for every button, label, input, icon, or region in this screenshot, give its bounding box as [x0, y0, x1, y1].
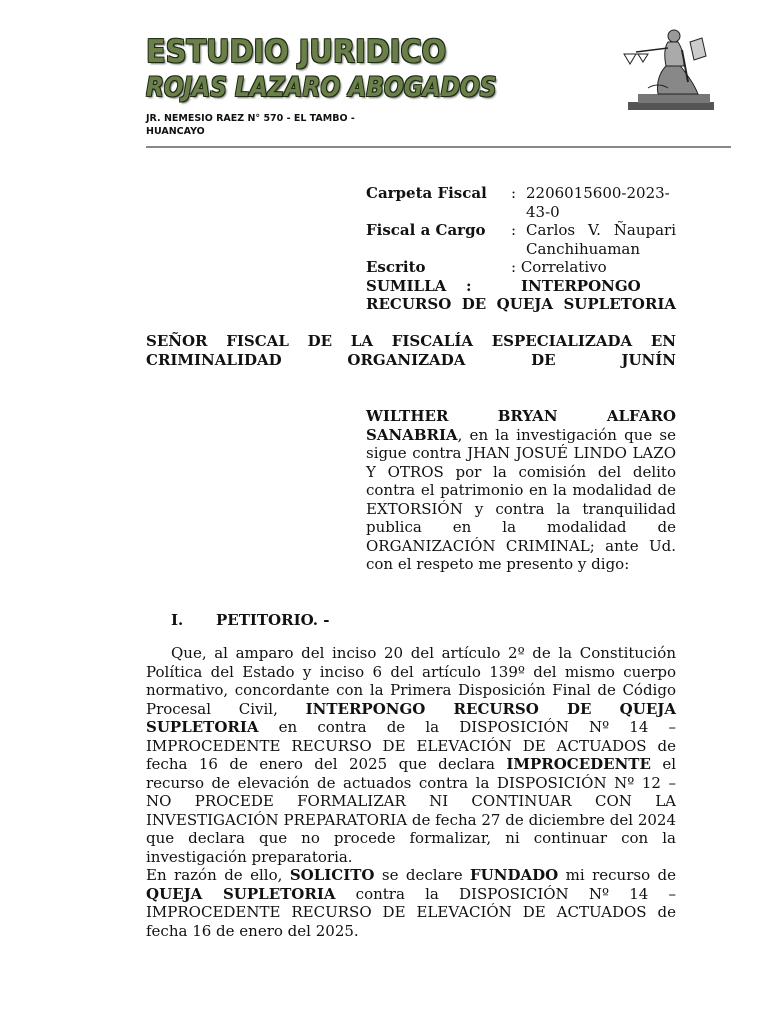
header-divider	[146, 146, 731, 148]
intro-text: , en la investigación que se sigue contra JHAN JOSUÉ LINDO LAZO Y OTROS por la comisión del delito contra el patrimonio en la modalidad de EXTORSIÓN y contra la tranquilidad publica en la modalidad de ORGANIZACIÓN CRIMINAL; ante Ud. con el respeto me presento y digo:	[366, 425, 676, 573]
firm-name-line2: ROJAS LAZARO ABOGADOS	[146, 72, 497, 103]
fiscal-a-cargo-row: Fiscal a Cargo :	[366, 221, 517, 239]
fiscal-a-cargo-label: Fiscal a Cargo	[366, 221, 486, 239]
escrito-row: Escrito : Correlativo	[366, 258, 607, 276]
request-paragraph: En razón de ello, SOLICITO se declare FUNDADO mi recurso de QUEJA SUPLETORIA contra la DISPOSICIÓN Nº 14 – IMPROCEDENTE RECURSO DE ELEVACIÓN DE ACTUADOS de fecha 16 de enero del 2025.	[146, 866, 677, 940]
petitorio-paragraph: Que, al amparo del inciso 20 del artículo 2º de la Constitución Política del Estado y inciso 6 del artículo 139º del mismo cuerpo normativo, concordante con la Primera Disposición Final de Código Procesal Civil, INTERPONGO RECURSO DE QUEJA SUPLETORIA en contra de la DISPOSICIÓN Nº 14 – IMPROCEDENTE RECURSO DE ELEVACIÓN DE ACTUADOS de fecha 16 de enero del 2025 que declara IMPROCEDENTE el recurso de elevación de actuados contra la DISPOSICIÓN Nº 12 – NO PROCEDE FORMALIZAR NI CONTINUAR CON LA INVESTIGACIÓN PREPARATORIA de fecha 27 de diciembre del 2024 que declara que no procede formalizar, ni continuar con la investigación preparatoria.	[146, 644, 676, 866]
lady-justice-icon	[618, 22, 718, 112]
section-number: I.	[171, 611, 184, 629]
escrito-value: Correlativo	[520, 258, 607, 276]
carpeta-fiscal-value: 2206015600-2023-43-0	[526, 184, 670, 221]
petitioner-name: WILTHER BRYAN ALFARO SANABRIA	[366, 407, 676, 444]
case-info	[366, 184, 676, 314]
section-title: PETITORIO. -	[216, 611, 330, 629]
sumilla-label: SUMILLA	[366, 276, 447, 295]
firm-name-line1: ESTUDIO JURIDICO	[146, 34, 447, 70]
firm-address: JR. NEMESIO RAEZ N° 570 - EL TAMBO - HUANCAYO	[146, 113, 355, 137]
carpeta-fiscal-label: Carpeta Fiscal	[366, 184, 487, 202]
addressee: SEÑOR FISCAL DE LA FISCALÍA ESPECIALIZADA EN CRIMINALIDAD ORGANIZADA DE JUNÍN	[146, 332, 676, 369]
intro-paragraph	[366, 407, 676, 574]
carpeta-fiscal-row: Carpeta Fiscal :	[366, 184, 517, 202]
sumilla-value: INTERPONGO RECURSO DE QUEJA SUPLETORIA	[366, 276, 676, 313]
section-heading-petitorio	[171, 611, 329, 630]
escrito-label: Escrito	[366, 258, 426, 276]
fiscal-a-cargo-value: Carlos V. Ñaupari Canchihuaman	[526, 221, 676, 258]
sumilla-row: SUMILLA :	[366, 276, 472, 295]
